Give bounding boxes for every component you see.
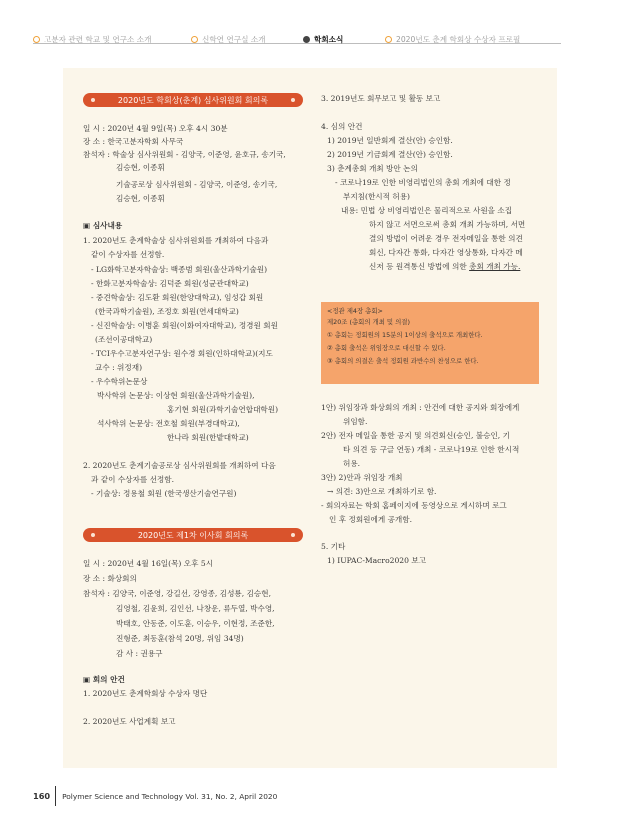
- footer-divider: [55, 786, 56, 806]
- review-item: - 신진학술상: 이병훈 회원(이화여자대학교), 정경원 회원: [91, 321, 278, 330]
- nav-dot-icon: [33, 36, 40, 43]
- review-heading: ▣ 심사내용: [83, 221, 123, 230]
- attendees-line: 김승현, 이종휘: [116, 163, 165, 172]
- bullet-icon: [291, 533, 295, 537]
- review-item: (한국과학기술원), 조정호 회원(연세대학교): [95, 307, 239, 316]
- attendees-line: 참석자 : 김양국, 이준영, 강길선, 강영종, 김성룡, 김승현,: [83, 589, 271, 598]
- meeting-place: 장 소 : 한국고분자학회 사무국: [83, 137, 184, 146]
- bylaw-line: <정관 제4장 총회>: [327, 307, 383, 315]
- option-line: - 회의자료는 학회 홈페이지에 동영상으로 게시하며 로그: [321, 501, 507, 510]
- deliberation-line: 하지 않고 서면으로써 총회 개최 가능하며, 서면: [369, 220, 526, 229]
- option-line: → 의견: 3)안으로 개최하기로 함.: [327, 487, 437, 496]
- nav-item-lab[interactable]: 신학연 연구실 소개: [191, 34, 266, 45]
- page-footer: [33, 786, 277, 806]
- bullet-icon: [291, 98, 295, 102]
- section-nav: [0, 0, 622, 60]
- review-item: 같이 수상자를 선정함.: [91, 250, 165, 259]
- review-item: 한나라 회원(한밭대학교): [167, 433, 249, 442]
- option-line: 허용.: [343, 459, 361, 468]
- review-item: - LG화학고분자학술상: 백종범 회원(울산과학기술원): [91, 265, 268, 274]
- deliberation-line: 1) 2019년 일반회계 결산(안) 승인함.: [327, 136, 453, 145]
- nav-item-news[interactable]: 학회소식: [303, 34, 343, 45]
- nav-dot-icon: [191, 36, 198, 43]
- meeting-place: 장 소 : 화상회의: [83, 574, 137, 583]
- auditor-line: 감 사 : 권용구: [116, 649, 163, 658]
- review-item: - 중견학술상: 김도환 회원(한양대학교), 임성갑 회원: [91, 293, 264, 302]
- bylaw-note-box: [321, 302, 539, 384]
- nav-dot-icon: [303, 36, 310, 43]
- page-number: 160: [33, 791, 51, 801]
- option-line: 3안) 2)안과 위임장 개최: [321, 473, 403, 482]
- bullet-icon: [91, 98, 95, 102]
- deliberation-line: 2) 2019년 기금회계 결산(안) 승인함.: [327, 150, 453, 159]
- meeting-date: 일 시 : 2020년 4월 16일(목) 오후 5시: [83, 559, 214, 568]
- deliberation-line: 신저 등 원격통신 방법에 의한 총회 개최 가능.: [369, 262, 521, 271]
- review-item: 2. 2020년도 춘계기술공로상 심사위원회를 개최하여 다음: [83, 461, 276, 470]
- attendees-line: 김영철, 김윤희, 김인선, 나창운, 류두열, 박수영,: [116, 604, 275, 613]
- deliberation-line: 결의 방법이 어려운 경우 전자메일을 통한 의견: [369, 234, 523, 243]
- section1-header: 2020년도 학회상(춘계) 심사위원회 회의록: [83, 93, 303, 107]
- review-item: - 기술상: 정용철 회원 (한국생산기술연구원): [91, 489, 237, 498]
- underlined-text: 총회 개최 가능.: [469, 262, 521, 271]
- attendees-line: 박태호, 안동준, 이도훈, 이승우, 이현정, 조준한,: [116, 619, 275, 628]
- review-item: 홍기현 회원(과학기술연합대학원): [167, 405, 279, 414]
- option-line: 위임함.: [343, 417, 368, 426]
- option-line: 1안) 위임장과 화상회의 개최 : 안건에 대한 공지와 회장에게: [321, 403, 520, 412]
- journal-info: Polymer Science and Technology Vol. 31, No. 2, April 2020: [62, 791, 278, 801]
- review-item: - TCI우수고분자연구상: 원수경 회원(인하대학교)(지도: [91, 349, 273, 358]
- attendees-line: 참석자 : 학술상 심사위원회 - 김양국, 이준영, 윤호규, 송기국,: [83, 150, 286, 159]
- nav-dot-icon: [385, 36, 392, 43]
- review-item: 과 같이 수상자를 선정함.: [91, 475, 175, 484]
- review-item: 1. 2020년도 춘계학술상 심사위원회를 개최하여 다음과: [83, 236, 269, 245]
- deliberation-line: - 코로나19로 인한 비영리법인의 총회 개최에 대한 정: [335, 178, 511, 187]
- review-item: 박사학위 논문상: 이상현 회원(울산과학기술원),: [97, 391, 255, 400]
- other-line: 5. 기타: [321, 542, 346, 551]
- review-item: 석사학위 논문상: 전호철 회원(부경대학교),: [97, 419, 240, 428]
- option-line: 2안) 전자 메일을 통한 공지 및 의견회신(승인, 불승인, 기: [321, 431, 510, 440]
- review-item: - 우수학위논문상: [91, 377, 148, 386]
- meeting-date: 일 시 : 2020년 4월 9일(목) 오후 4시 30분: [83, 124, 228, 133]
- bylaw-line: ② 총회 출석은 위임장으로 대신할 수 있다.: [327, 344, 446, 352]
- agenda-item: 2. 2020년도 사업계획 보고: [83, 717, 176, 726]
- review-item: - 한화고분자학술상: 김덕준 회원(성균관대학교): [91, 279, 249, 288]
- deliberation-line: 3) 춘계총회 개최 방안 논의: [327, 164, 418, 173]
- bylaw-line: ① 총회는 정회원의 15분의 1이상의 출석으로 개최한다.: [327, 331, 483, 339]
- section2-header: 2020년도 제1차 이사회 회의록: [83, 528, 303, 542]
- attendees-line: 진형준, 최동훈(참석 20명, 위임 34명): [116, 634, 244, 643]
- deliberation-line: 4. 심의 안건: [321, 122, 363, 131]
- review-item: 교수 : 위정재): [95, 363, 143, 372]
- bylaw-line: 제20조 (총회의 개최 및 의결): [327, 318, 410, 326]
- bylaw-line: ③ 총회의 의결은 출석 정회원 과반수의 찬성으로 한다.: [327, 357, 479, 365]
- option-line: 타 의견 등 구글 연동) 개최 - 코로나19로 인한 한시적: [343, 445, 520, 454]
- report-item: 3. 2019년도 회무보고 및 활동 보고: [321, 94, 441, 103]
- deliberation-line: 회신, 다자간 통화, 다자간 영상통화, 다자간 메: [369, 248, 523, 257]
- nav-item-school[interactable]: 고분자 관련 학교 및 연구소 소개: [33, 34, 151, 45]
- attendees-line: 기술공로상 심사위원회 - 김양국, 이준영, 송기국,: [116, 180, 278, 189]
- option-line: 인 후 정회원에게 공개함.: [329, 515, 413, 524]
- attendees-line: 김승현, 이종휘: [116, 194, 165, 203]
- bullet-icon: [91, 533, 95, 537]
- nav-item-awards[interactable]: 2020년도 춘계 학회상 수상자 프로필: [385, 34, 520, 45]
- other-line: 1) IUPAC-Macro2020 보고: [327, 556, 427, 565]
- agenda-heading: ▣ 회의 안건: [83, 675, 125, 684]
- review-item: (조선이공대학교): [95, 335, 153, 344]
- agenda-item: 1. 2020년도 춘계학회상 수상자 명단: [83, 689, 208, 698]
- deliberation-line: 부지침(한시적 허용): [343, 192, 411, 201]
- deliberation-line: 내용: 민법 상 비영리법인은 물리적으로 사원을 소집: [341, 206, 513, 215]
